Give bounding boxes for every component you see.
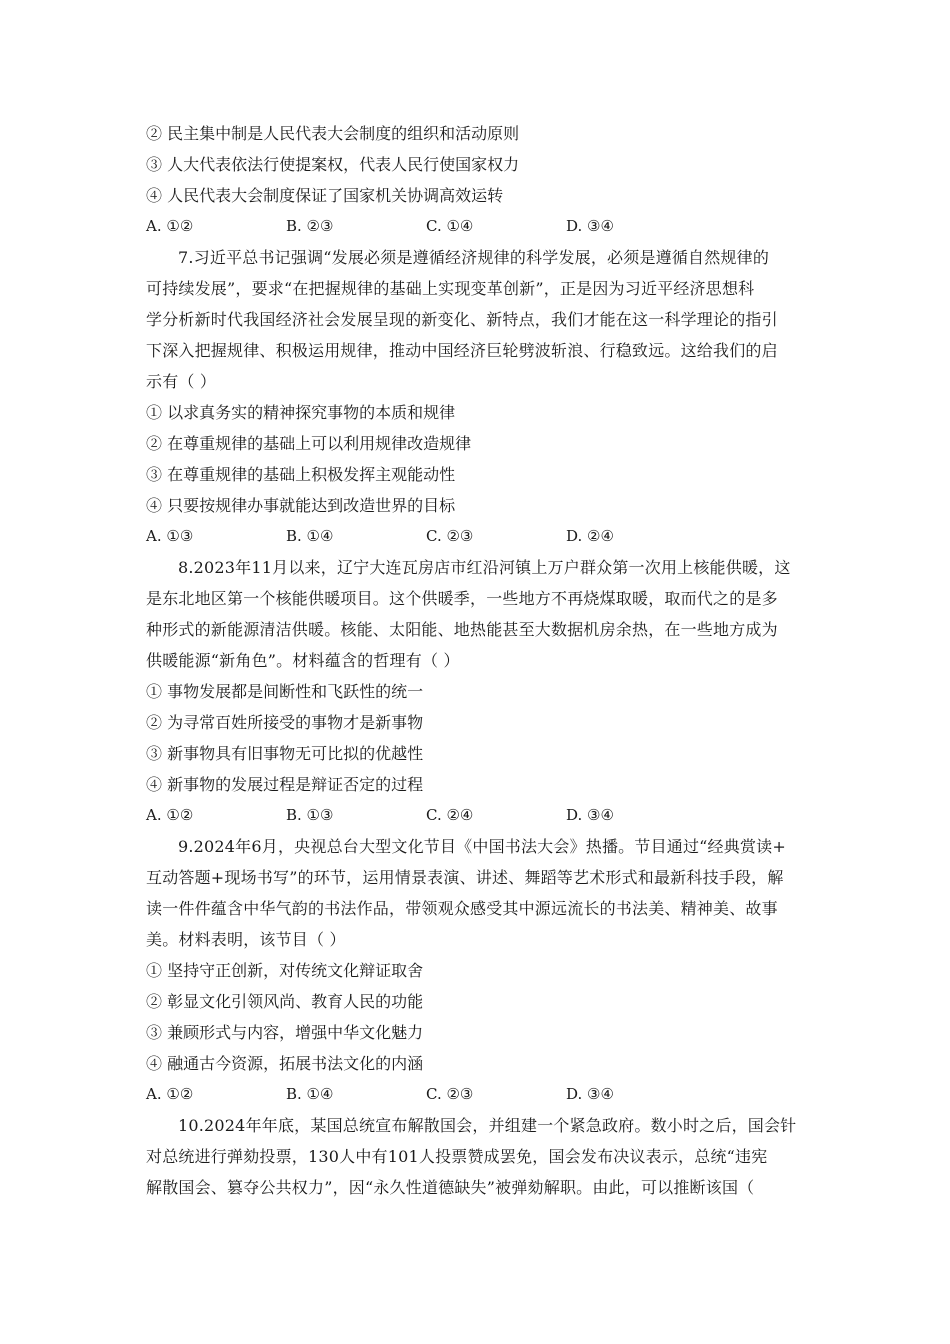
q9-stem-line: 互动答题+现场书写”的环节，运用情景表演、讲述、舞蹈等艺术形式和最新科技手段，解 <box>146 868 784 887</box>
q8-stem-line: 8.2023年11月以来，辽宁大连瓦房店市红沿河镇上万户群众第一次用上核能供暖，这 <box>178 558 791 577</box>
q7-choice-a: A. ①③ <box>146 527 194 545</box>
q8-stem-line: 是东北地区第一个核能供暖项目。这个供暖季，一些地方不再烧煤取暖，取而代之的是多 <box>146 589 778 608</box>
q9-choice-a: A. ①② <box>146 1085 194 1103</box>
q6-option-4: ④ 人民代表大会制度保证了国家机关协调高效运转 <box>146 186 504 205</box>
question-10 <box>146 1110 808 1203</box>
question-7 <box>146 242 808 552</box>
q10-stem-line: 对总统进行弹劾投票，130人中有101人投票赞成罢免，国会发布决议表示，总统“违宪 <box>146 1147 768 1166</box>
q8-choice-b: B. ①③ <box>286 806 334 824</box>
q7-stem-line: 可持续发展”，要求“在把握规律的基础上实现变革创新”，正是因为习近平经济思想科 <box>146 279 755 298</box>
q7-option-1: ① 以求真务实的精神探究事物的本质和规律 <box>146 403 456 422</box>
q8-stem-line: 供暖能源“新角色”。材料蕴含的哲理有（ ） <box>146 651 460 670</box>
q6-choice-a: A. ①② <box>146 217 194 235</box>
q6-choice-d: D. ③④ <box>566 217 614 235</box>
q7-choice-c: C. ②③ <box>426 527 474 545</box>
q9-choice-c: C. ②③ <box>426 1085 474 1103</box>
q8-stem-line: 种形式的新能源清洁供暖。核能、太阳能、地热能甚至大数据机房余热，在一些地方成为 <box>146 620 778 639</box>
q9-option-2: ② 彰显文化引领风尚、教育人民的功能 <box>146 992 424 1011</box>
q9-choice-b: B. ①④ <box>286 1085 334 1103</box>
q9-option-1: ① 坚持守正创新，对传统文化辩证取舍 <box>146 961 424 980</box>
q9-option-4: ④ 融通古今资源，拓展书法文化的内涵 <box>146 1054 424 1073</box>
q8-option-2: ② 为寻常百姓所接受的事物才是新事物 <box>146 713 424 732</box>
q8-choice-c: C. ②④ <box>426 806 474 824</box>
q9-answer-choices <box>146 1079 808 1110</box>
q8-option-3: ③ 新事物具有旧事物无可比拟的优越性 <box>146 744 424 763</box>
q8-option-4: ④ 新事物的发展过程是辩证否定的过程 <box>146 775 424 794</box>
question-8 <box>146 552 808 831</box>
q10-stem-line: 10.2024年年底，某国总统宣布解散国会，并组建一个紧急政府。数小时之后，国会针 <box>178 1116 797 1135</box>
q6-answer-choices <box>146 211 808 242</box>
exam-page <box>146 118 808 1203</box>
q9-option-3: ③ 兼顾形式与内容，增强中华文化魅力 <box>146 1023 424 1042</box>
q6-choice-c: C. ①④ <box>426 217 474 235</box>
q9-stem-line: 读一件件蕴含中华气韵的书法作品，带领观众感受其中源远流长的书法美、精神美、故事 <box>146 899 778 918</box>
q7-stem-line: 学分析新时代我国经济社会发展呈现的新变化、新特点，我们才能在这一科学理论的指引 <box>146 310 778 329</box>
q6-choice-b: B. ②③ <box>286 217 334 235</box>
q7-option-3: ③ 在尊重规律的基础上积极发挥主观能动性 <box>146 465 456 484</box>
q7-option-2: ② 在尊重规律的基础上可以利用规律改造规律 <box>146 434 472 453</box>
q9-stem-line: 美。材料表明，该节目（ ） <box>146 930 346 949</box>
q9-stem-line: 9.2024年6月，央视总台大型文化节目《中国书法大会》热播。节目通过“经典赏读+ <box>178 837 786 856</box>
question-9 <box>146 831 808 1110</box>
q8-choice-a: A. ①② <box>146 806 194 824</box>
q8-answer-choices <box>146 800 808 831</box>
q6-option-3: ③ 人大代表依法行使提案权，代表人民行使国家权力 <box>146 155 520 174</box>
q10-stem-line: 解散国会、篡夺公共权力”，因“永久性道德缺失”被弹劾解职。由此，可以推断该国（ <box>146 1178 755 1197</box>
q7-option-4: ④ 只要按规律办事就能达到改造世界的目标 <box>146 496 456 515</box>
q7-choice-d: D. ②④ <box>566 527 614 545</box>
q7-choice-b: B. ①④ <box>286 527 334 545</box>
q7-stem-line: 7.习近平总书记强调“发展必须是遵循经济规律的科学发展，必须是遵循自然规律的 <box>178 248 770 267</box>
q7-stem-line: 示有（ ） <box>146 372 217 391</box>
question-6-tail <box>146 118 808 242</box>
q7-answer-choices <box>146 521 808 552</box>
q8-choice-d: D. ③④ <box>566 806 614 824</box>
q6-option-2: ② 民主集中制是人民代表大会制度的组织和活动原则 <box>146 124 520 143</box>
q9-choice-d: D. ③④ <box>566 1085 614 1103</box>
q8-option-1: ① 事物发展都是间断性和飞跃性的统一 <box>146 682 424 701</box>
q7-stem-line: 下深入把握规律、积极运用规律，推动中国经济巨轮劈波斩浪、行稳致远。这给我们的启 <box>146 341 778 360</box>
